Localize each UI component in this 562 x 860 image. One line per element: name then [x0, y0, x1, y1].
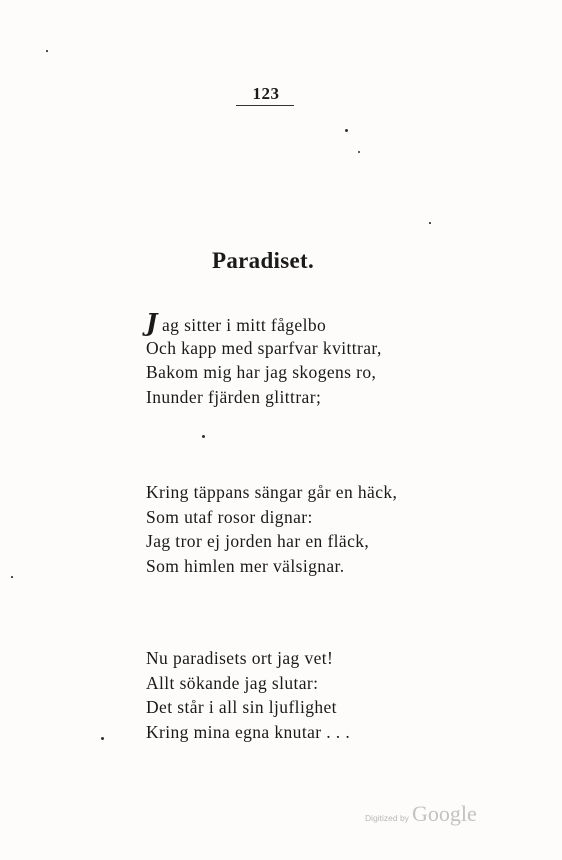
scan-speck — [429, 222, 431, 224]
stanza-3 — [146, 646, 350, 744]
digitized-watermark — [365, 801, 485, 827]
stanza-line: Allt sökande jag slutar: — [146, 672, 319, 693]
stanza-line: Nu paradisets ort jag vet! — [146, 648, 334, 668]
stanza-line: Som himlen mer välsignar. — [146, 555, 345, 576]
stanza-line: Och kapp med sparfvar kvittrar, — [146, 337, 382, 358]
watermark-brand: Google — [411, 801, 477, 826]
page-number: 123 — [252, 84, 280, 103]
stanza-line — [146, 308, 382, 337]
page-number-rule — [236, 105, 294, 106]
poem-title: Paradiset. — [212, 248, 315, 273]
scan-speck — [101, 737, 104, 740]
scan-speck — [202, 435, 205, 438]
stanza-line: Inunder fjärden glittrar; — [146, 386, 322, 407]
stanza-line: Det står i all sin ljuflighet — [146, 697, 337, 717]
scan-speck — [358, 151, 360, 153]
scan-speck — [345, 129, 348, 132]
stanza-line: Kring mina egna knutar . . . — [146, 721, 351, 742]
stanza-line: Som utaf rosor dignar: — [146, 506, 313, 527]
stanza-line: Bakom mig har jag skogens ro, — [146, 362, 377, 382]
watermark-prefix: Digitized by — [365, 813, 409, 823]
stanza-2 — [146, 480, 397, 578]
drop-cap: J — [146, 308, 158, 337]
scan-speck — [46, 50, 48, 52]
line-text: ag sitter i mitt fågelbo — [162, 315, 327, 335]
stanza-line: Jag tror ej jorden har en fläck, — [146, 531, 370, 551]
stanza-line: Kring täppans sängar går en häck, — [146, 482, 398, 502]
scan-speck — [11, 576, 13, 578]
stanza-1 — [146, 308, 382, 409]
